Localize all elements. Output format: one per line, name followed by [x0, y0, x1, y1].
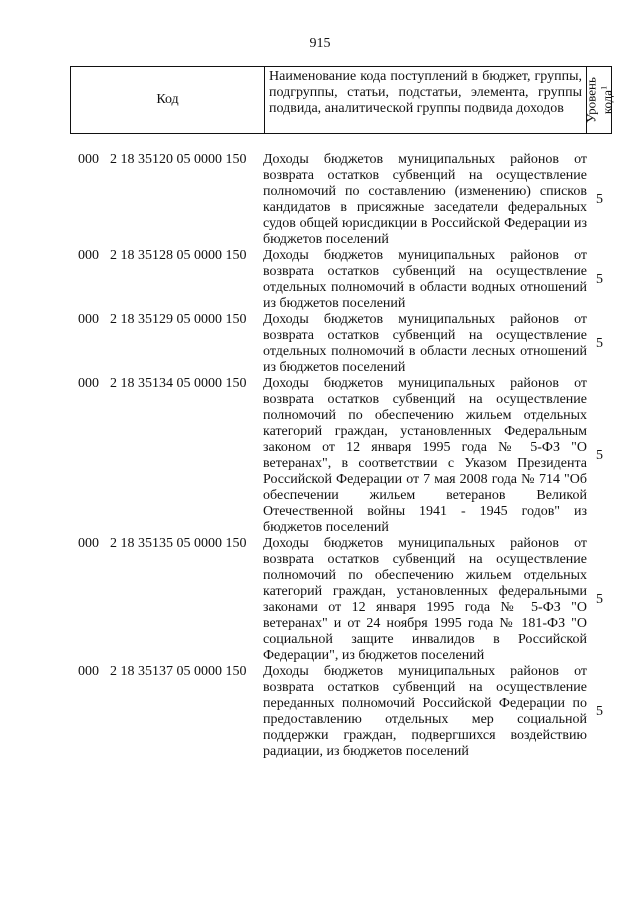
row-code: 2 18 35128 05 0000 150 [110, 248, 247, 263]
row-name: Доходы бюджетов муниципальных районов от возврата остатков субвенций на осуществление полномочий по обеспечению жильем отдельных категорий граждан, установленных Федеральным законом от 12 января 1995 года № 5-ФЗ "О ветеранах", в соответствии с Указом Президента Российской Федерации от 7 мая 2008 года № 714 "Об обеспечении жильем ветеранов Великой Отечественной войны 1941 - 1945 годов" из бюджетов поселений [263, 376, 587, 535]
row-code: 2 18 35120 05 0000 150 [110, 152, 247, 167]
table-row [70, 376, 612, 536]
row-code: 2 18 35135 05 0000 150 [110, 536, 247, 551]
table-row [70, 664, 612, 760]
row-admin-code: 000 [78, 312, 99, 327]
row-name: Доходы бюджетов муниципальных районов от возврата остатков субвенций на осуществление полномочий по обеспечению жильем отдельных категорий граждан, установленных федеральными законами от 12 января 1995 года № 5-ФЗ "О ветеранах" и от 24 ноября 1995 года № 181-ФЗ "О социальной защите инвалидов в Российской Федерации", из бюджетов поселений [263, 536, 587, 663]
table-body [70, 152, 612, 760]
row-level: 5 [596, 272, 603, 287]
table-header [70, 66, 615, 134]
page-number: 915 [309, 36, 331, 51]
row-level: 5 [596, 448, 603, 463]
table-row [70, 536, 612, 664]
header-level [583, 67, 615, 133]
row-admin-code: 000 [78, 536, 99, 551]
row-name: Доходы бюджетов муниципальных районов от возврата остатков субвенций на осуществление отдельных полномочий в области водных отношений из бюджетов поселений [263, 248, 587, 311]
table-row [70, 248, 612, 312]
row-admin-code: 000 [78, 376, 99, 391]
row-code: 2 18 35134 05 0000 150 [110, 376, 247, 391]
row-level: 5 [596, 592, 603, 607]
row-level: 5 [596, 336, 603, 351]
header-level-text [584, 77, 613, 123]
table-row [70, 152, 612, 248]
row-level: 5 [596, 192, 603, 207]
row-admin-code: 000 [78, 152, 99, 167]
header-level-footnote: 1 [599, 85, 609, 90]
row-code: 2 18 35137 05 0000 150 [110, 664, 247, 679]
row-name: Доходы бюджетов муниципальных районов от возврата остатков субвенций на осуществление переданных полномочий Российской Федерации по предоставлению отдельных мер социальной поддержки граждан, подвергшихся воздействию радиации, из бюджетов поселений [263, 664, 587, 759]
header-level-line1: Уровень [583, 77, 599, 123]
header-level-line2: кода [599, 89, 615, 115]
header-code: Код [71, 67, 265, 133]
row-level: 5 [596, 704, 603, 719]
row-admin-code: 000 [78, 248, 99, 263]
table-row [70, 312, 612, 376]
row-name: Доходы бюджетов муниципальных районов от возврата остатков субвенций на осуществление полномочий по составлению (изменению) списков кандидатов в присяжные заседатели федеральных судов общей юрисдикции в Российской Федерации из бюджетов поселений [263, 152, 587, 247]
header-name: Наименование кода поступлений в бюджет, группы, подгруппы, статьи, подстатьи, элемента, группы подвида, аналитической группы подвида доходов [265, 67, 587, 133]
row-name: Доходы бюджетов муниципальных районов от возврата остатков субвенций на осуществление отдельных полномочий в области лесных отношений из бюджетов поселений [263, 312, 587, 375]
row-admin-code: 000 [78, 664, 99, 679]
row-code: 2 18 35129 05 0000 150 [110, 312, 247, 327]
header-level-line2-wrap [597, 77, 613, 123]
